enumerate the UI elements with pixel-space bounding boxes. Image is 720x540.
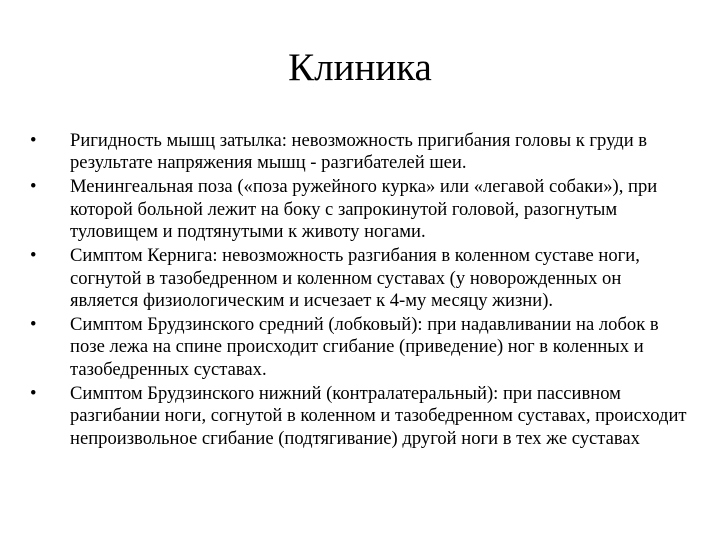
bullet-dot: •: [30, 245, 37, 267]
bullet-dot: •: [30, 314, 37, 336]
bullet-text: Ригидность мышц затылка: невозможность пригибания головы к груди в результате напряжения мышц - разгибателей шеи.: [70, 130, 648, 174]
bullet-item-brudzinski-lower: [30, 383, 690, 450]
bullet-text: Симптом Брудзинского средний (лобковый): при надавливании на лобок в позе лежа на спине происходит сгибание (приведение) ног в коленных и тазобедренных суставах.: [70, 314, 659, 380]
bullet-item-neck-rigidity: [30, 130, 690, 175]
bullet-dot: •: [30, 382, 37, 404]
bullet-list: [30, 130, 690, 452]
bullet-text: Симптом Кернига: невозможность разгибания в коленном суставе ноги, согнутой в тазобедренном и коленном суставах (у новорожденных он является физиологическим и исчезает к 4-му месяцу жизни).: [70, 245, 640, 312]
bullet-dot: •: [30, 176, 37, 198]
bullet-item-brudzinski-middle: [30, 314, 690, 381]
bullet-text: Менингеальная поза («поза ружейного курка» или «легавой собаки»), при которой больной лежит на боку с запрокинутой головой, разогнутым туловищем и подтянутыми к животу ногами.: [70, 176, 658, 243]
slide-title: Клиника: [288, 46, 432, 89]
bullet-item-meningeal-pose: [30, 176, 690, 243]
bullet-item-kernig-sign: [30, 245, 690, 312]
bullet-dot: •: [30, 130, 37, 151]
bullet-text: Симптом Брудзинского нижний (контралатеральный): при пассивном разгибании ноги, согнутой в коленном и тазобедренном суставах, происходит непроизвольное сгибание (подтягивание) другой ноги в тех же суставах: [70, 382, 687, 449]
